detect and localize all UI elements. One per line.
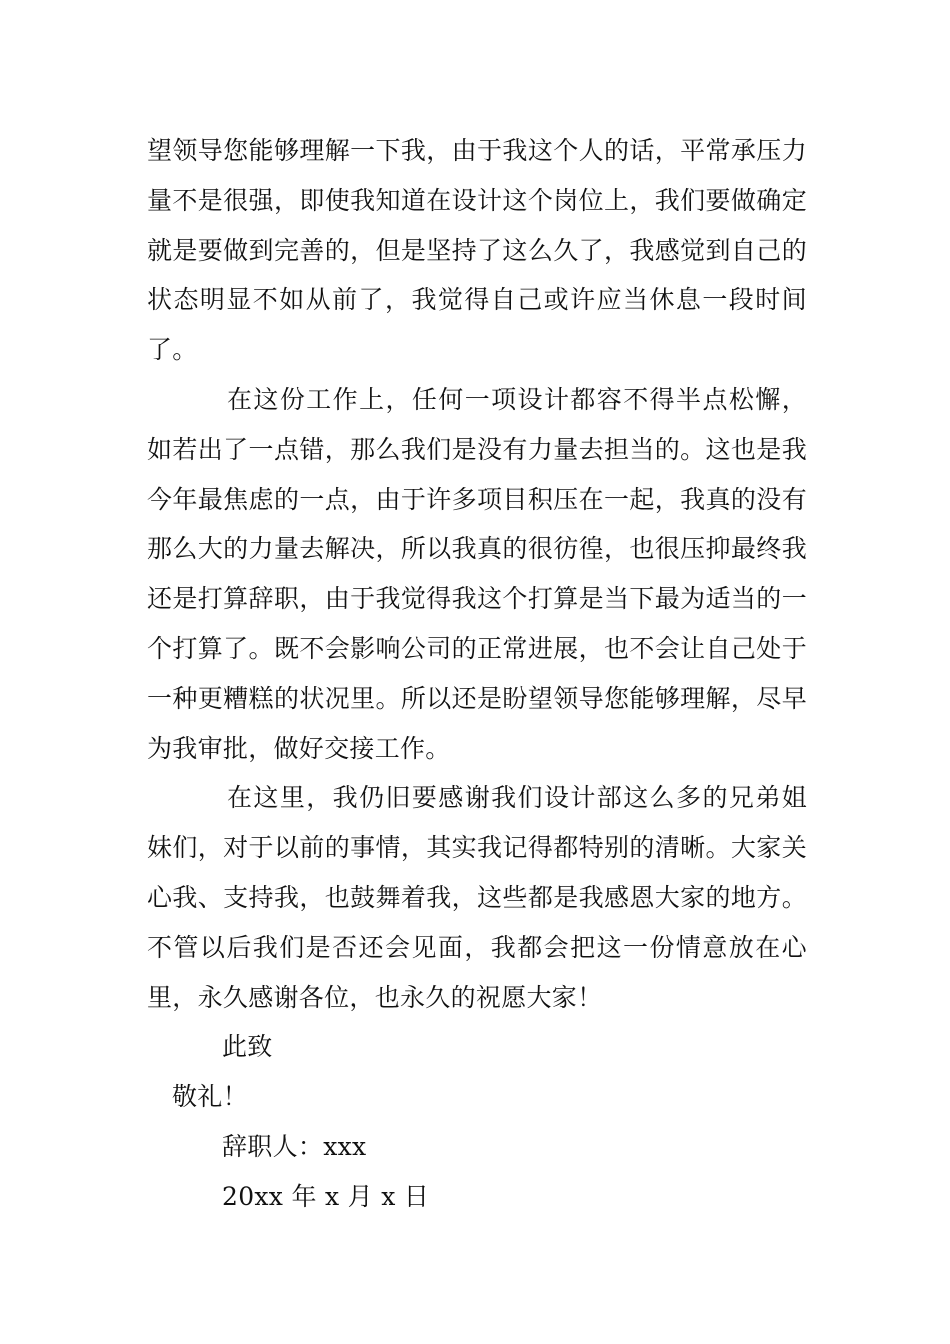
letter-body — [147, 126, 807, 1222]
date-line: 20xx 年 x 月 x 日 — [222, 1181, 430, 1211]
paragraph-continuation: 望领导您能够理解一下我，由于我这个人的话，平常承压力量不是很强，即使我知道在设计这个岗位上，我们要做确定就是要做到完善的，但是坚持了这么久了，我感觉到自己的状态明显不如从前了，我觉得自己或许应当休息一段时间了。 — [147, 136, 807, 365]
closing-phrase: 此致 — [222, 1032, 273, 1062]
salutation: 敬礼！ — [172, 1082, 248, 1112]
signer-line: 辞职人：xxx — [222, 1131, 367, 1161]
paragraph-work-pressure: 在这份工作上，任何一项设计都容不得半点松懈，如若出了一点错，那么我们是没有力量去担当的。这也是我今年最焦虑的一点，由于许多项目积压在一起，我真的没有那么大的力量去解决，所以我真的很彷徨，也很压抑最终我还是打算辞职，由于我觉得我这个打算是当下最为适当的一个打算了。既不会影响公司的正常进展，也不会让自己处于一种更糟糕的状况里。所以还是盼望领导您能够理解，尽早为我审批，做好交接工作。 — [147, 384, 807, 763]
paragraph-thanks: 在这里，我仍旧要感谢我们设计部这么多的兄弟姐妹们，对于以前的事情，其实我记得都特别的清晰。大家关心我、支持我，也鼓舞着我，这些都是我感恩大家的地方。不管以后我们是否还会见面，我都会把这一份情意放在心里，永久感谢各位，也永久的祝愿大家！ — [147, 783, 807, 1012]
